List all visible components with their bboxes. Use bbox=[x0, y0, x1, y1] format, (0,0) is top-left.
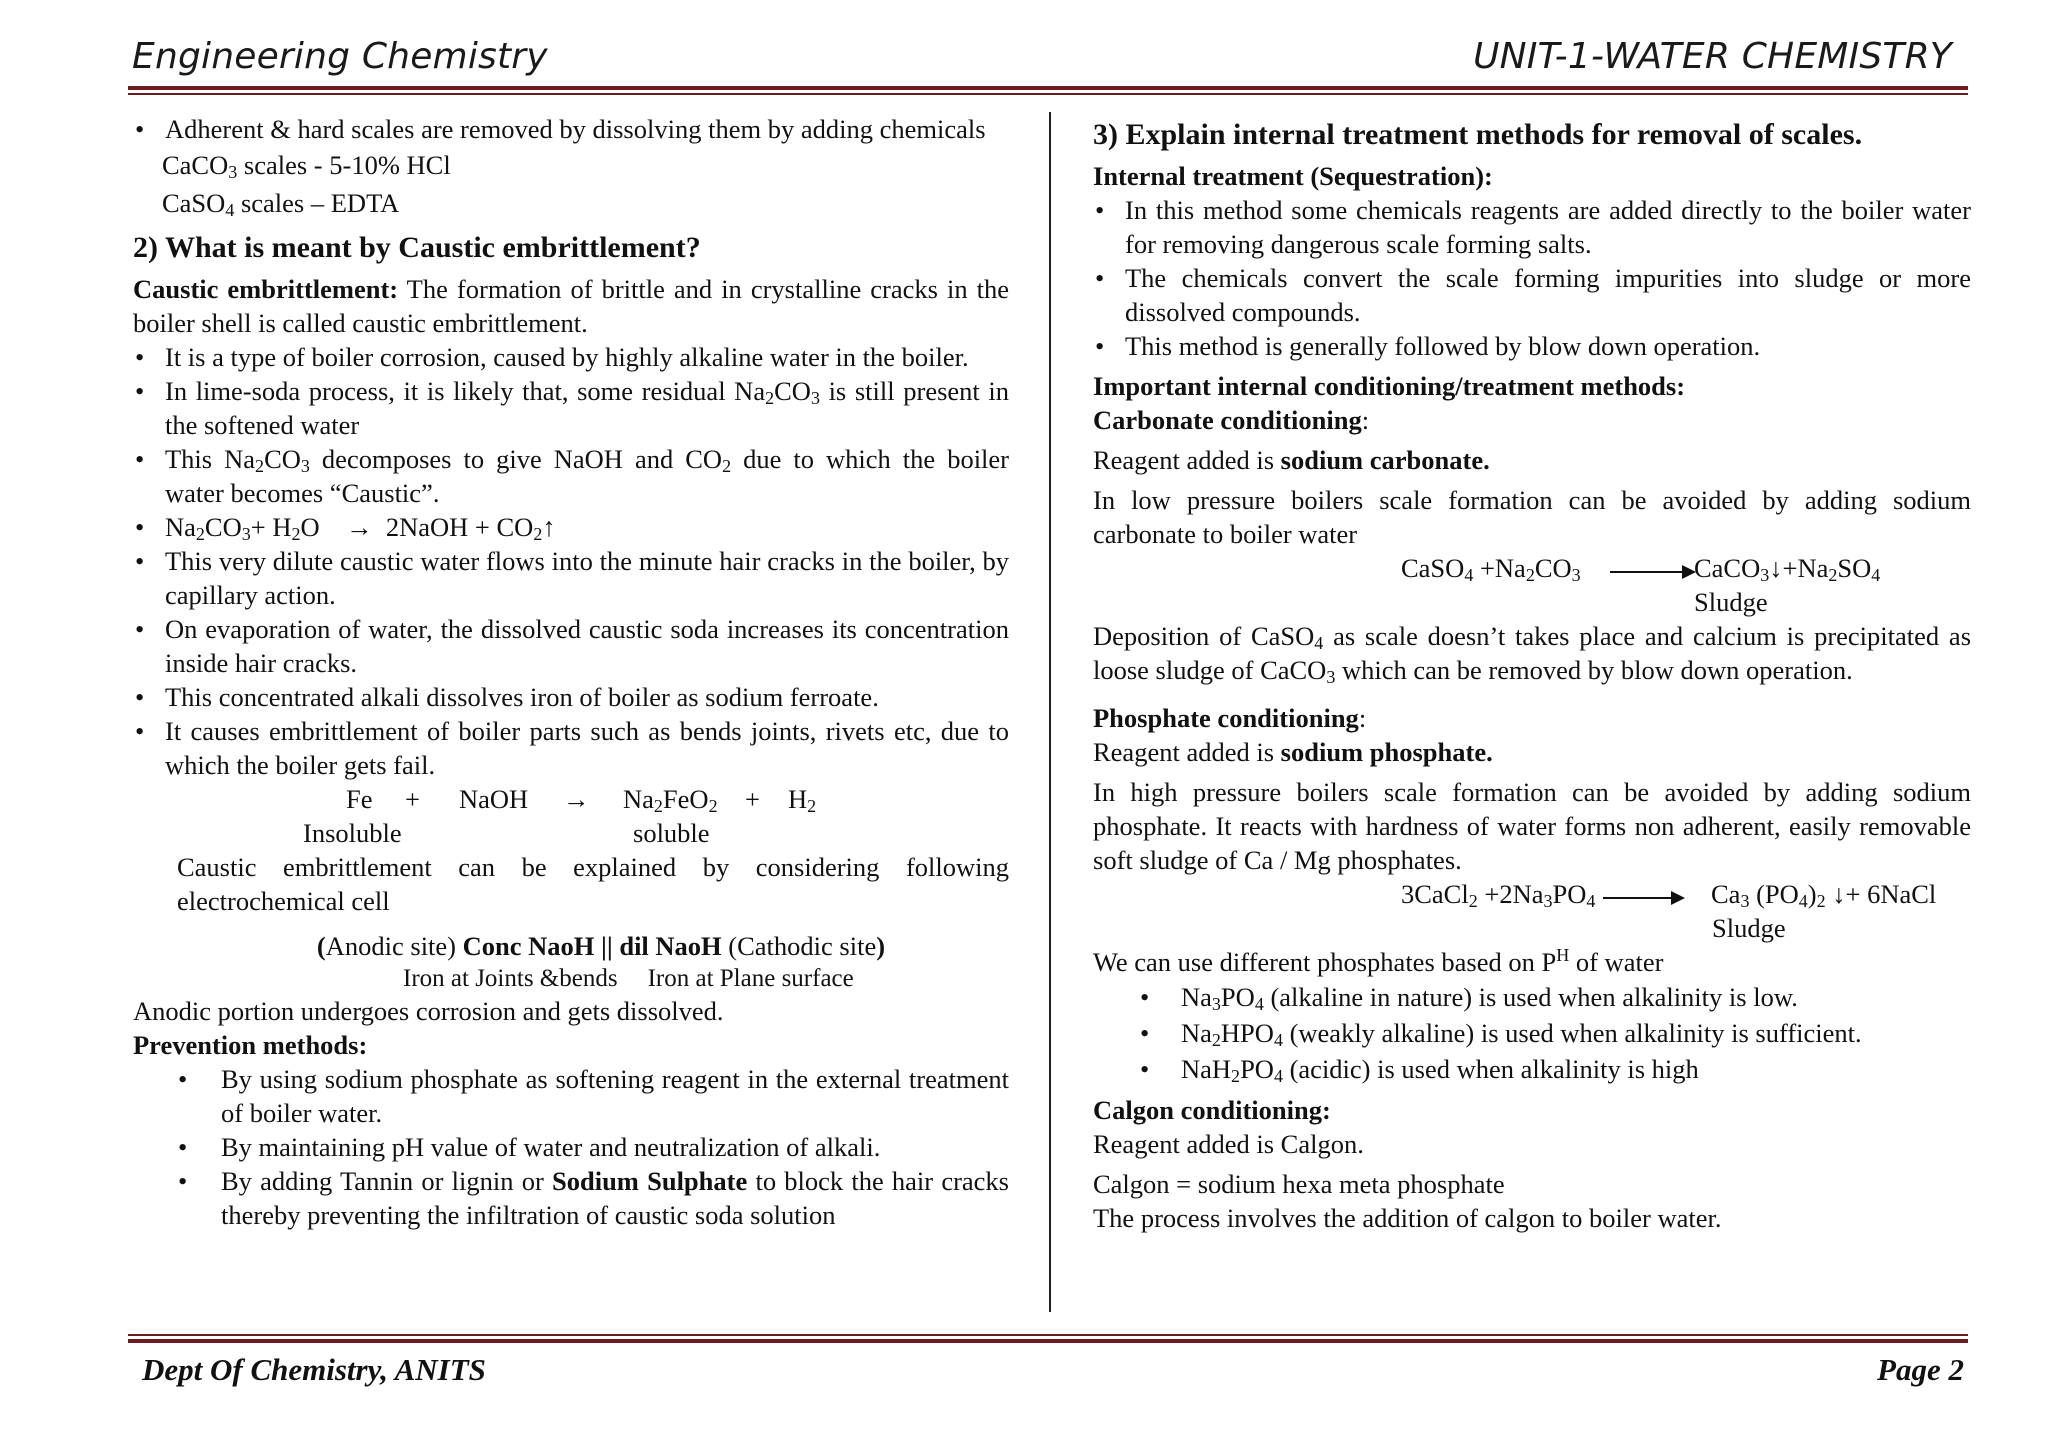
header-rule-thin bbox=[128, 93, 1968, 95]
product-na2feo2: $Na_2FeO_2$ bbox=[623, 784, 718, 816]
right-column bbox=[1093, 112, 1971, 1235]
header-unit: UNIT-1-WATER CHEMISTRY bbox=[1473, 36, 1952, 77]
phosphate-reactants: 3CaCl$_2$ $+2Na_3PO_4$ bbox=[1401, 879, 1596, 911]
reactant-naoh: NaOH bbox=[459, 784, 529, 814]
list-item: • By maintaining pH value of water and neutralization of alkali. bbox=[133, 1130, 1009, 1164]
product-h2: $H_2$ bbox=[788, 784, 817, 816]
calgon-process: The process involves the addition of calgon to boiler water. bbox=[1093, 1203, 1722, 1233]
phosphate-products: $Ca_3$ $(PO_4)_2$ ↓+ 6NaCl bbox=[1711, 879, 1937, 911]
calgon-reagent: Reagent added is Calgon. bbox=[1093, 1129, 1364, 1159]
question-3-heading: 3) Explain internal treatment methods for removal of scales. bbox=[1093, 118, 1863, 151]
caso4-line: CaSO$_4$ scales – EDTA bbox=[162, 188, 400, 220]
prevention-heading: Prevention methods: bbox=[133, 1030, 368, 1060]
iron-reaction bbox=[133, 782, 1009, 850]
plus-sign: + bbox=[405, 784, 420, 814]
carbonate-reactants: CaSO$_4$ $+Na_2CO_3$ bbox=[1401, 553, 1581, 585]
reaction-arrow: → bbox=[563, 784, 590, 814]
list-item: • $Na_2CO_3+ H_2O$ → 2NaOH + $CO_2↑$ bbox=[133, 510, 1009, 544]
electrochemical-cell: (Anodic site) Conc NaoH || dil NaoH (Cathodic site) bbox=[316, 931, 886, 961]
list-item: • Adherent & hard scales are removed by dissolving them by adding chemicals bbox=[133, 112, 1009, 146]
plus-sign: + bbox=[745, 784, 760, 814]
phosphate-reaction bbox=[1093, 877, 1971, 945]
calgon-definition: Calgon = sodium hexa meta phosphate bbox=[1093, 1169, 1505, 1199]
list-item: • It causes embrittlement of boiler parts such as bends joints, rivets etc, due to which the boiler gets fail. bbox=[133, 714, 1009, 782]
cell-sites: Iron at Joints &bends Iron at Plane surface bbox=[403, 965, 854, 992]
internal-treatment-heading: Internal treatment (Sequestration): bbox=[1093, 161, 1493, 191]
list-item: • In lime-soda process, it is likely that, some residual $Na_2CO_3$ is still present in the softened water bbox=[133, 374, 1009, 442]
prevention-list bbox=[133, 1062, 1009, 1232]
reaction-arrow bbox=[1603, 897, 1683, 899]
phosphate-types-list bbox=[1093, 979, 1971, 1087]
list-item: • $Na_2HPO_4$ (weakly alkaline) is used when alkalinity is sufficient. bbox=[1093, 1015, 1971, 1051]
question-2-heading: 2) What is meant by Caustic embrittlement? bbox=[133, 231, 701, 264]
list-item: • In this method some chemicals reagents are added directly to the boiler water for removing dangerous scale forming salts. bbox=[1093, 193, 1971, 261]
column-divider bbox=[1049, 112, 1051, 1312]
page-number: Page 2 bbox=[1877, 1352, 1964, 1387]
carbonate-text: In low pressure boilers scale formation can be avoided by adding sodium carbonate to boiler water bbox=[1093, 485, 1971, 549]
footer-department: Dept Of Chemistry, ANITS bbox=[142, 1352, 486, 1387]
deposition-text: Deposition of CaSO$_4$ as scale doesn’t takes place and calcium is precipitated as loose sludge of CaCO$_3$ which can be removed by blow down operation. bbox=[1093, 621, 1972, 687]
list-item: • By adding Tannin or lignin or Sodium Sulphate to block the hair cracks thereby preventing the infiltration of caustic soda solution bbox=[133, 1164, 1009, 1232]
footer-rule-thick bbox=[128, 1339, 1968, 1343]
calgon-heading: Calgon conditioning: bbox=[1093, 1095, 1331, 1125]
list-item: • By using sodium phosphate as softening reagent in the external treatment of boiler water. bbox=[133, 1062, 1009, 1130]
left-column bbox=[133, 112, 1009, 1232]
footer-rule-thin bbox=[128, 1334, 1968, 1336]
reaction-arrow bbox=[1610, 571, 1694, 573]
reactant-fe: Fe bbox=[346, 784, 373, 814]
label-insoluble: Insoluble bbox=[303, 818, 402, 848]
carbonate-products: $CaCO_3↓+Na_2SO_4$ bbox=[1694, 553, 1881, 585]
list-item: • This very dilute caustic water flows into the minute hair cracks in the boiler, by capillary action. bbox=[133, 544, 1009, 612]
scale-removal-list bbox=[133, 112, 1009, 146]
carbonate-reagent: Reagent added is sodium carbonate. bbox=[1093, 445, 1490, 475]
caustic-definition: Caustic embrittlement: The formation of brittle and in crystalline cracks in the boiler shell is called caustic embrittlement. bbox=[133, 274, 1009, 338]
label-soluble: soluble bbox=[633, 818, 710, 848]
list-item: • The chemicals convert the scale forming impurities into sludge or more dissolved compounds. bbox=[1093, 261, 1971, 329]
list-item: • $Na_3PO_4$ (alkaline in nature) is used when alkalinity is low. bbox=[1093, 979, 1971, 1015]
phosphate-heading: Phosphate conditioning: bbox=[1093, 703, 1367, 733]
carbonate-heading: Carbonate conditioning: bbox=[1093, 405, 1370, 435]
carbonate-reaction bbox=[1093, 551, 1971, 619]
list-item: • This method is generally followed by blow down operation. bbox=[1093, 329, 1971, 363]
list-item: • This $Na_2CO_3$ decomposes to give NaOH and $CO_2$ due to which the boiler water becomes “Caustic”. bbox=[133, 442, 1009, 510]
phosphate-text: In high pressure boilers scale formation can be avoided by adding sodium phosphate. It reacts with hardness of water forms non adherent, easily removable soft sludge of Ca / Mg phosphates. bbox=[1093, 777, 1971, 875]
sludge-label: Sludge bbox=[1712, 913, 1786, 943]
header-title: Engineering Chemistry bbox=[132, 36, 548, 77]
phosphate-reagent: Reagent added is sodium phosphate. bbox=[1093, 737, 1493, 767]
sludge-label: Sludge bbox=[1694, 587, 1768, 617]
ph-statement: We can use different phosphates based on $P^H$ of water bbox=[1093, 945, 1664, 977]
list-item: • $NaH_2PO_4$ (acidic) is used when alkalinity is high bbox=[1093, 1051, 1971, 1087]
caco3-line: CaCO$_3$ scales - 5-10% HCl bbox=[162, 150, 451, 182]
list-item: • This concentrated alkali dissolves iron of boiler as sodium ferroate. bbox=[133, 680, 1009, 714]
explanation: Caustic embrittlement can be explained by considering following electrochemical cell bbox=[177, 852, 1009, 916]
internal-treatment-list bbox=[1093, 193, 1971, 363]
header-rule-thick bbox=[128, 86, 1968, 90]
anodic-statement: Anodic portion undergoes corrosion and gets dissolved. bbox=[133, 996, 724, 1026]
list-item: • It is a type of boiler corrosion, caused by highly alkaline water in the boiler. bbox=[133, 340, 1009, 374]
list-item: • On evaporation of water, the dissolved caustic soda increases its concentration inside hair cracks. bbox=[133, 612, 1009, 680]
caustic-points-list bbox=[133, 340, 1009, 782]
important-methods-heading: Important internal conditioning/treatment methods: bbox=[1093, 371, 1686, 401]
